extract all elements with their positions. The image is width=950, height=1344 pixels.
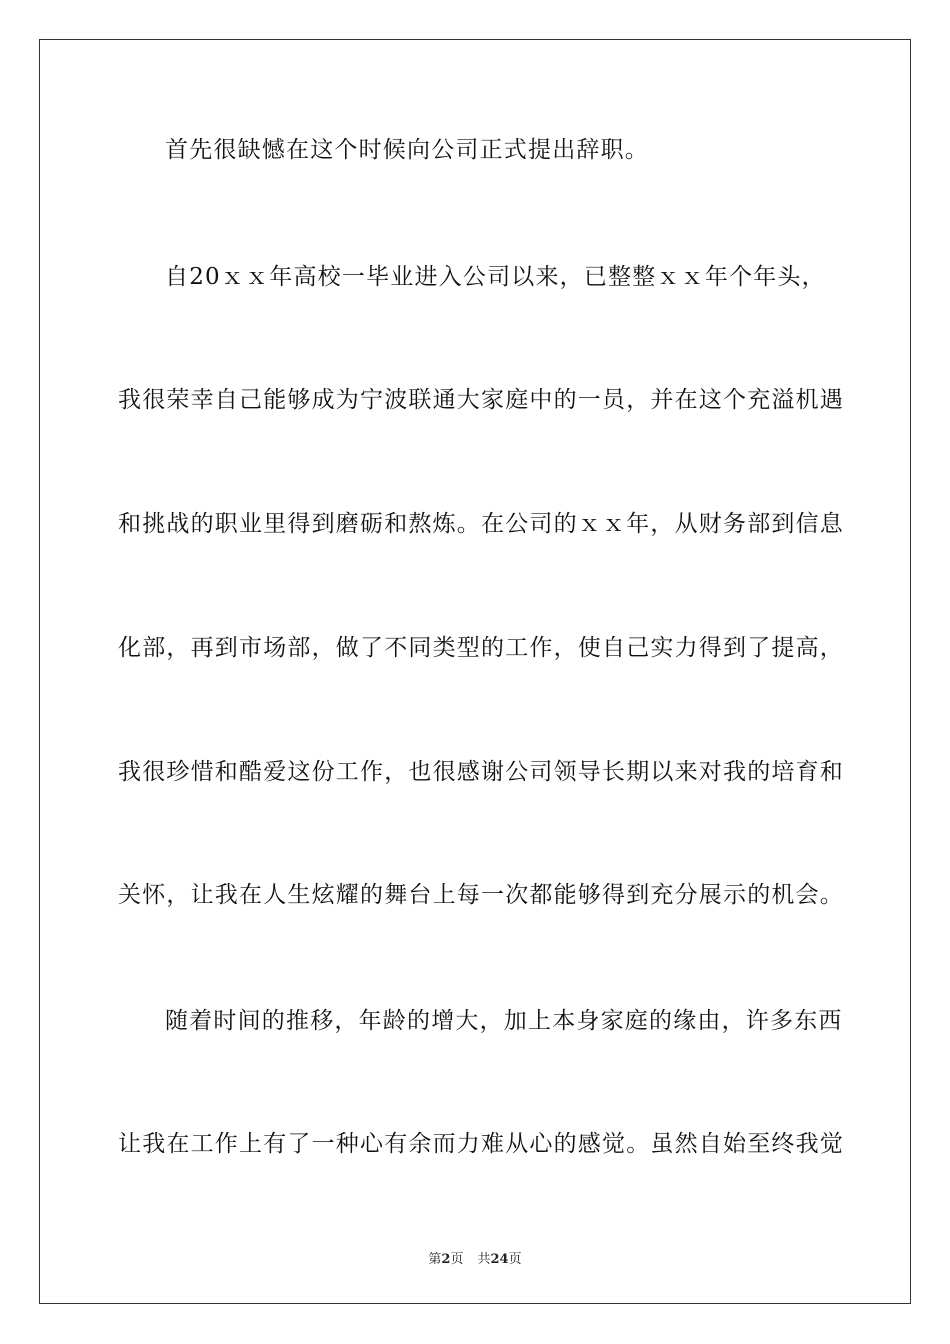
paragraph-line: 我很珍惜和酷爱这份工作，也很感谢公司领导长期以来对我的培育和 bbox=[118, 759, 844, 785]
paragraph-line: 化部，再到市场部，做了不同类型的工作，使自己实力得到了提高， bbox=[118, 635, 844, 661]
paragraph-line: 和挑战的职业里得到磨砺和熬炼。在公司的ｘｘ年，从财务部到信息 bbox=[118, 511, 844, 537]
total-suffix: 页 bbox=[508, 1252, 522, 1267]
page-suffix: 页 bbox=[450, 1252, 464, 1267]
paragraph-line: 首先很缺憾在这个时候向公司正式提出辞职。 bbox=[165, 137, 649, 163]
paragraph-line: 关怀，让我在人生炫耀的舞台上每一次都能够得到充分展示的机会。 bbox=[118, 882, 844, 908]
paragraph-line: 自20ｘｘ年高校一毕业进入公司以来，已整整ｘｘ年个年头， bbox=[165, 264, 826, 290]
total-prefix: 共 bbox=[477, 1252, 491, 1267]
page-frame bbox=[39, 39, 911, 1304]
page-footer bbox=[0, 1248, 950, 1267]
paragraph-line: 让我在工作上有了一种心有余而力难从心的感觉。虽然自始至终我觉 bbox=[118, 1131, 844, 1157]
page-prefix: 第 bbox=[428, 1252, 442, 1267]
paragraph-line: 我很荣幸自己能够成为宁波联通大家庭中的一员，并在这个充溢机遇 bbox=[118, 387, 844, 413]
total-pages: 24 bbox=[490, 1252, 509, 1267]
page-number: 2 bbox=[441, 1252, 451, 1267]
paragraph-line: 随着时间的推移，年龄的增大，加上本身家庭的缘由，许多东西 bbox=[165, 1008, 843, 1034]
